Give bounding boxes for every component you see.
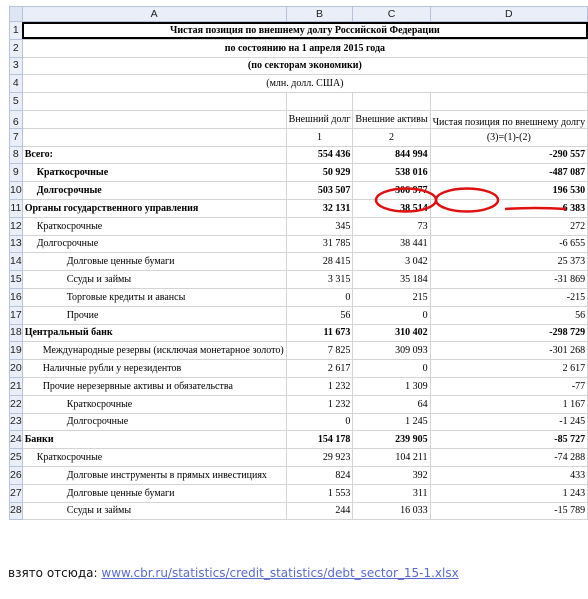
table-row <box>10 449 588 467</box>
row-header[interactable]: 15 <box>10 271 23 289</box>
sheet-row <box>10 128 588 146</box>
external-assets-cell[interactable]: 104 211 <box>353 449 430 467</box>
header-net-position[interactable]: Чистая позиция по внешнему долгу <box>430 110 588 128</box>
external-debt-cell[interactable]: 824 <box>286 466 353 484</box>
net-position-cell[interactable]: -301 268 <box>430 342 588 360</box>
external-assets-cell[interactable]: 64 <box>353 395 430 413</box>
row-header[interactable]: 6 <box>10 110 23 128</box>
net-position-cell[interactable]: 1 243 <box>430 484 588 502</box>
external-debt-cell[interactable]: 1 232 <box>286 395 353 413</box>
net-position-cell[interactable]: 2 617 <box>430 360 588 378</box>
row-label-cell[interactable]: Прочие <box>22 306 286 324</box>
external-assets-cell[interactable]: 392 <box>353 466 430 484</box>
table-row <box>10 199 588 217</box>
table-row <box>10 217 588 235</box>
empty-cell[interactable] <box>353 93 430 111</box>
row-header[interactable]: 16 <box>10 288 23 306</box>
row-label-cell[interactable]: Долговые ценные бумаги <box>22 484 286 502</box>
table-row <box>10 395 588 413</box>
column-header-c[interactable]: C <box>353 7 430 22</box>
external-debt-cell[interactable]: 32 131 <box>286 199 353 217</box>
net-position-cell[interactable]: -1 245 <box>430 413 588 431</box>
row-header[interactable]: 25 <box>10 449 23 467</box>
table-row <box>10 431 588 449</box>
net-position-cell[interactable]: -74 288 <box>430 449 588 467</box>
external-assets-cell[interactable]: 1 309 <box>353 377 430 395</box>
external-assets-cell[interactable]: 35 184 <box>353 271 430 289</box>
external-debt-cell[interactable]: 1 232 <box>286 377 353 395</box>
table-row <box>10 360 588 378</box>
table-row <box>10 271 588 289</box>
column-header-row <box>10 7 588 22</box>
sheet-row <box>10 39 588 57</box>
title-cell[interactable]: Чистая позиция по внешнему долгу Российской Федерации <box>22 22 587 40</box>
column-header-b[interactable]: B <box>286 7 353 22</box>
date-cell[interactable]: по состоянию на 1 апреля 2015 года <box>22 39 587 57</box>
row-header[interactable]: 13 <box>10 235 23 253</box>
row-label-cell[interactable]: Наличные рубли у нерезидентов <box>22 360 286 378</box>
row-header[interactable]: 21 <box>10 377 23 395</box>
net-position-cell[interactable]: -298 729 <box>430 324 588 342</box>
net-position-cell[interactable]: -6 383 <box>430 199 588 217</box>
external-debt-cell[interactable]: 244 <box>286 502 353 520</box>
header-external-debt[interactable]: Внешний долг <box>286 110 353 128</box>
row-label-cell[interactable]: Центральный банк <box>22 324 286 342</box>
source-link[interactable]: www.cbr.ru/statistics/credit_statistics/debt_sector_15-1.xlsx <box>101 566 459 580</box>
row-header[interactable]: 3 <box>10 57 23 75</box>
row-header[interactable]: 12 <box>10 217 23 235</box>
table-row <box>10 253 588 271</box>
footer-prefix: взято отсюда: <box>8 566 98 580</box>
net-position-cell[interactable]: -77 <box>430 377 588 395</box>
table-row <box>10 324 588 342</box>
empty-cell[interactable] <box>22 93 286 111</box>
column-header-d[interactable]: D <box>430 7 588 22</box>
sector-note-cell[interactable]: (по секторам экономики) <box>22 57 587 75</box>
net-position-cell[interactable]: -31 869 <box>430 271 588 289</box>
external-debt-cell[interactable]: 503 507 <box>286 182 353 200</box>
net-position-cell[interactable]: -215 <box>430 288 588 306</box>
row-header[interactable]: 17 <box>10 306 23 324</box>
external-assets-cell[interactable]: 306 977 <box>353 182 430 200</box>
row-header[interactable]: 4 <box>10 75 23 93</box>
row-header[interactable]: 5 <box>10 93 23 111</box>
row-label-cell[interactable]: Всего: <box>22 146 286 164</box>
table-row <box>10 502 588 520</box>
table-row <box>10 146 588 164</box>
row-header[interactable]: 26 <box>10 466 23 484</box>
net-position-cell[interactable]: -85 727 <box>430 431 588 449</box>
row-label-cell[interactable]: Банки <box>22 431 286 449</box>
net-position-cell[interactable]: 272 <box>430 217 588 235</box>
row-label-cell[interactable]: Ссуды и займы <box>22 271 286 289</box>
row-header[interactable]: 7 <box>10 128 23 146</box>
table-row <box>10 413 588 431</box>
row-header[interactable]: 14 <box>10 253 23 271</box>
external-debt-cell[interactable]: 28 415 <box>286 253 353 271</box>
row-label-cell[interactable]: Краткосрочные <box>22 395 286 413</box>
net-position-cell[interactable]: 25 373 <box>430 253 588 271</box>
source-footer <box>8 566 459 580</box>
net-position-cell[interactable]: 433 <box>430 466 588 484</box>
external-debt-cell[interactable]: 11 673 <box>286 324 353 342</box>
table-row <box>10 377 588 395</box>
empty-cell[interactable] <box>430 93 588 111</box>
external-debt-cell[interactable]: 1 553 <box>286 484 353 502</box>
row-header[interactable]: 19 <box>10 342 23 360</box>
row-label-cell[interactable]: Органы государственного управления <box>22 199 286 217</box>
table-row <box>10 182 588 200</box>
external-debt-cell[interactable]: 3 315 <box>286 271 353 289</box>
row-label-cell[interactable]: Международные резервы (исключая монетарное золото) <box>22 342 286 360</box>
external-assets-cell[interactable]: 0 <box>353 360 430 378</box>
net-position-cell[interactable]: -15 789 <box>430 502 588 520</box>
row-header[interactable]: 1 <box>10 22 23 40</box>
external-debt-cell[interactable]: 29 923 <box>286 449 353 467</box>
external-assets-cell[interactable]: 309 093 <box>353 342 430 360</box>
external-debt-cell[interactable]: 7 825 <box>286 342 353 360</box>
data-rows <box>10 146 588 520</box>
external-assets-cell[interactable]: 0 <box>353 306 430 324</box>
external-debt-cell[interactable]: 2 617 <box>286 360 353 378</box>
row-label-cell[interactable]: Долгосрочные <box>22 235 286 253</box>
header-external-assets[interactable]: Внешние активы <box>353 110 430 128</box>
table-row <box>10 306 588 324</box>
numbering-cell[interactable]: (3)=(1)-(2) <box>430 128 588 146</box>
worksheet-grid <box>9 6 588 520</box>
external-assets-cell[interactable]: 1 245 <box>353 413 430 431</box>
external-assets-cell[interactable]: 38 441 <box>353 235 430 253</box>
row-header[interactable]: 22 <box>10 395 23 413</box>
numbering-cell[interactable]: 2 <box>353 128 430 146</box>
table-row <box>10 164 588 182</box>
row-label-cell[interactable]: Торговые кредиты и авансы <box>22 288 286 306</box>
net-position-cell[interactable]: 196 530 <box>430 182 588 200</box>
row-label-cell[interactable]: Долговые ценные бумаги <box>22 253 286 271</box>
select-all-corner[interactable] <box>10 7 23 22</box>
external-debt-cell[interactable]: 0 <box>286 288 353 306</box>
row-header[interactable]: 24 <box>10 431 23 449</box>
table-row <box>10 235 588 253</box>
numbering-cell[interactable]: 1 <box>286 128 353 146</box>
net-position-cell[interactable]: -290 557 <box>430 146 588 164</box>
external-assets-cell[interactable]: 538 016 <box>353 164 430 182</box>
empty-cell[interactable] <box>286 93 353 111</box>
external-assets-cell[interactable]: 239 905 <box>353 431 430 449</box>
row-header[interactable]: 11 <box>10 199 23 217</box>
external-debt-cell[interactable]: 345 <box>286 217 353 235</box>
external-debt-cell[interactable]: 50 929 <box>286 164 353 182</box>
external-debt-cell[interactable]: 154 178 <box>286 431 353 449</box>
row-header[interactable]: 10 <box>10 182 23 200</box>
row-label-cell[interactable]: Прочие нерезервные активы и обязательства <box>22 377 286 395</box>
row-header[interactable]: 27 <box>10 484 23 502</box>
row-header[interactable]: 9 <box>10 164 23 182</box>
table-row <box>10 288 588 306</box>
row-header[interactable]: 8 <box>10 146 23 164</box>
sheet-row <box>10 75 588 93</box>
units-cell[interactable]: (млн. долл. США) <box>22 75 587 93</box>
row-label-cell[interactable]: Краткосрочные <box>22 164 286 182</box>
external-assets-cell[interactable]: 215 <box>353 288 430 306</box>
net-position-cell[interactable]: 1 167 <box>430 395 588 413</box>
external-debt-cell[interactable]: 0 <box>286 413 353 431</box>
external-debt-cell[interactable]: 554 436 <box>286 146 353 164</box>
empty-cell[interactable] <box>22 128 286 146</box>
table-row <box>10 342 588 360</box>
row-label-cell[interactable]: Краткосрочные <box>22 449 286 467</box>
net-position-cell[interactable]: -6 655 <box>430 235 588 253</box>
row-header[interactable]: 2 <box>10 39 23 57</box>
row-header[interactable]: 23 <box>10 413 23 431</box>
row-label-cell[interactable]: Краткосрочные <box>22 217 286 235</box>
row-header[interactable]: 20 <box>10 360 23 378</box>
external-assets-cell[interactable]: 16 033 <box>353 502 430 520</box>
sheet-row <box>10 110 588 128</box>
external-assets-cell[interactable]: 73 <box>353 217 430 235</box>
external-assets-cell[interactable]: 38 514 <box>353 199 430 217</box>
column-header-a[interactable]: A <box>22 7 286 22</box>
table-row <box>10 466 588 484</box>
external-assets-cell[interactable]: 3 042 <box>353 253 430 271</box>
external-assets-cell[interactable]: 844 994 <box>353 146 430 164</box>
external-assets-cell[interactable]: 310 402 <box>353 324 430 342</box>
external-debt-cell[interactable]: 56 <box>286 306 353 324</box>
row-label-cell[interactable]: Долгосрочные <box>22 413 286 431</box>
row-header[interactable]: 28 <box>10 502 23 520</box>
empty-cell[interactable] <box>22 110 286 128</box>
external-debt-cell[interactable]: 31 785 <box>286 235 353 253</box>
net-position-cell[interactable]: 56 <box>430 306 588 324</box>
sheet-row <box>10 22 588 40</box>
sheet-row <box>10 57 588 75</box>
row-label-cell[interactable]: Долговые инструменты в прямых инвестициях <box>22 466 286 484</box>
table-row <box>10 484 588 502</box>
row-label-cell[interactable]: Долгосрочные <box>22 182 286 200</box>
external-assets-cell[interactable]: 311 <box>353 484 430 502</box>
sheet-row <box>10 93 588 111</box>
row-label-cell[interactable]: Ссуды и займы <box>22 502 286 520</box>
net-position-cell[interactable]: -487 087 <box>430 164 588 182</box>
row-header[interactable]: 18 <box>10 324 23 342</box>
